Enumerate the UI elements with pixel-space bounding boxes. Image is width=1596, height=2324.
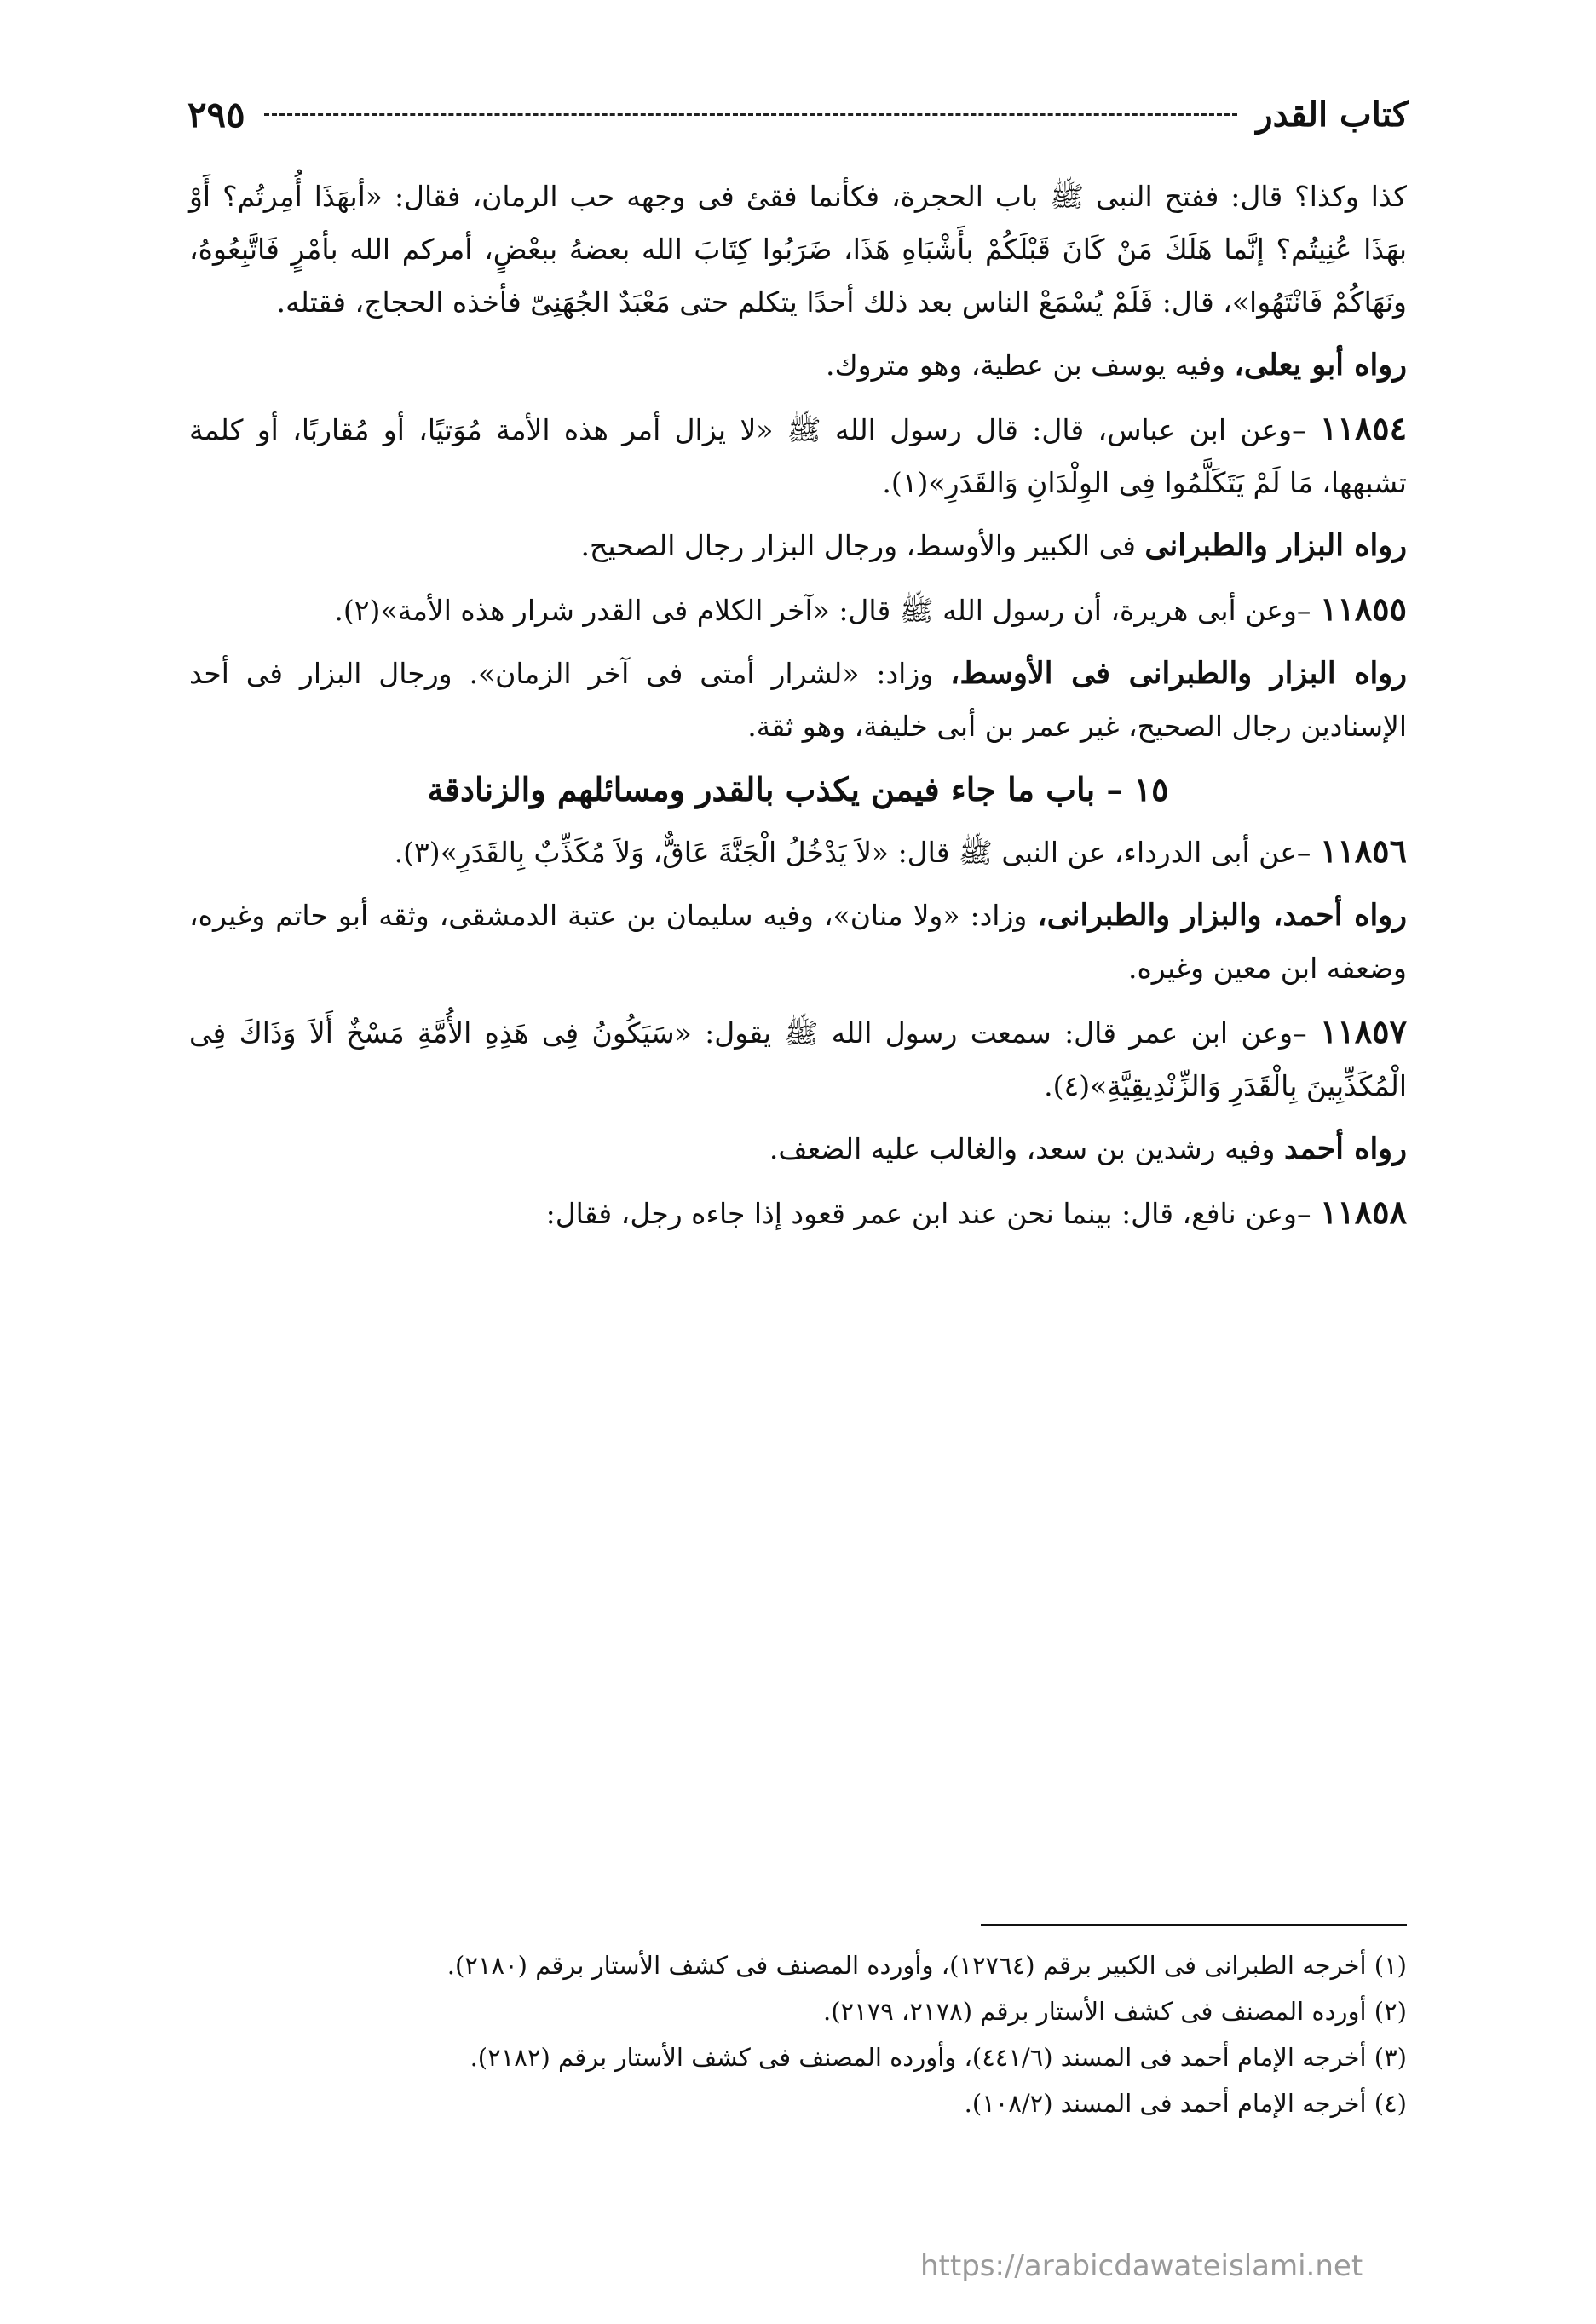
footnote-divider: [981, 1924, 1407, 1926]
narration-text: وزاد: «ولا منان»، وفيه سليمان بن عتبة الدمشقى، وثقه أبو حاتم وغيره، وضعفه ابن معين وغيره.: [189, 899, 1407, 985]
hadith-text: –وعن ابن عمر قال: سمعت رسول الله ﷺ يقول: «سَيَكُونُ فِى هَذِهِ الأُمَّةِ مَسْخٌ أَلاَ وَذَاكَ فِى الْمُكَذِّبِينَ بِالْقَدَرِ وَالزِّنْدِيقِيَّةِ»(٤).: [189, 1016, 1407, 1102]
main-text: [189, 170, 1407, 1251]
narration-text: وفيه رشدين بن سعد، والغالب عليه الضعف.: [769, 1132, 1284, 1165]
hadith-11857: [189, 1005, 1407, 1113]
narration-lead: رواه أحمد: [1283, 1131, 1407, 1166]
narration-note: [189, 520, 1407, 572]
narration-note: [189, 647, 1407, 753]
narration-text: وزاد: «لشرار أمتى فى آخر الزمان». ورجال البزار فى أحد الإسنادين رجال الصحيح، غير عمر بن أبى خليفة، وهو ثقة.: [189, 657, 1407, 743]
hadith-number: ١١٨٥٨: [1319, 1193, 1407, 1231]
hadith-11858: [189, 1186, 1407, 1240]
narration-lead: رواه البزار والطبرانى: [1144, 528, 1407, 563]
hadith-number: ١١٨٥٦: [1319, 831, 1407, 870]
narration-lead: رواه البزار والطبرانى فى الأوسط،: [950, 656, 1408, 691]
hadith-11854: [189, 402, 1407, 509]
narration-note: [189, 1123, 1407, 1176]
footnote-3: (٣) أخرجه الإمام أحمد فى المسند (٤٤١/٦)، وأورده المصنف فى كشف الأستار برقم (٢١٨٢).: [470, 2043, 1407, 2072]
hadith-text: –عن أبى الدرداء، عن النبى ﷺ قال: «لاَ يَدْخُلُ الْجَنَّةَ عَاقٌّ، وَلاَ مُكَذِّبٌ بِالقَدَرِ»(٣).: [394, 836, 1320, 869]
footnote-4: (٤) أخرجه الإمام أحمد فى المسند (١٠٨/٢).: [964, 2089, 1407, 2118]
hadith-text: –وعن أبى هريرة، أن رسول الله ﷺ قال: «آخر الكلام فى القدر شرار هذه الأمة»(٢).: [334, 594, 1320, 627]
section-heading: ١٥ – باب ما جاء فيمن يكذب بالقدر ومسائلهم والزنادقة: [427, 770, 1169, 808]
hadith-number: ١١٨٥٥: [1319, 590, 1407, 628]
page-number: ٢٩٥: [187, 93, 245, 135]
source-watermark: https://arabicdawateislami.net: [920, 2249, 1363, 2283]
narration-text: فى الكبير والأوسط، ورجال البزار رجال الصحيح.: [580, 529, 1145, 562]
narration-text: وفيه يوسف بن عطية، وهو متروك.: [825, 348, 1235, 382]
footnote-2: (٢) أورده المصنف فى كشف الأستار برقم (٢١٧٨، ٢١٧٩).: [822, 1997, 1407, 2026]
hadith-number: ١١٨٥٧: [1319, 1012, 1407, 1050]
narration-note: [189, 339, 1407, 392]
book-title: كتاب القدر: [1256, 94, 1409, 135]
narration-note: [189, 889, 1407, 995]
hadith-number: ١١٨٥٤: [1319, 409, 1407, 447]
header-dashed-rule: [264, 113, 1238, 116]
footnotes: [189, 1942, 1407, 2126]
hadith-text: –وعن ابن عباس، قال: قال رسول الله ﷺ «لا يزال أمر هذه الأمة مُوَتيًا، أو مُقاربًا، أو كلمة تشبهها، مَا لَمْ يَتَكَلَّمُوا فِى الوِلْدَانِ وَالقَدَرِ»(١).: [189, 413, 1407, 499]
narration-lead: رواه أحمد، والبزار والطبرانى،: [1037, 898, 1408, 933]
hadith-11856: [189, 825, 1407, 879]
hadith-11855: [189, 583, 1407, 637]
narration-lead: رواه أبو يعلى،: [1234, 348, 1407, 383]
running-header: [187, 89, 1409, 140]
paragraph-text: كذا وكذا؟ قال: ففتح النبى ﷺ باب الحجرة، فكأنما فقئ فى وجهه حب الرمان، فقال: «أبهَذَا أُمِرتُم؟ أَوْ بهَذَا عُنِيتُم؟ إنَّما هَلَكَ مَنْ كَانَ قَبْلَكُمْ بأَشْبَاهِ هَذَا، ضَرَبُوا كِتَابَ الله بعضهُ ببعْضٍ، أمركم الله بأمْرٍ فَاتَّبِعُوهُ، ونَهَاكُمْ فَانْتَهُوا»، قال: فَلَمْ يُسْمَعْ الناس بعد ذلك أحدًا يتكلم حتى مَعْبَدٌ الجُهَنِىّ فأخذه الحجاج، فقتله.: [189, 180, 1408, 319]
paragraph-continuation: [189, 170, 1407, 329]
hadith-text: –وعن نافع، قال: بينما نحن عند ابن عمر قعود إذا جاءه رجل، فقال:: [545, 1197, 1320, 1230]
footnote-1: (١) أخرجه الطبرانى فى الكبير برقم (١٢٧٦٤)، وأورده المصنف فى كشف الأستار برقم (٢١٨٠).: [447, 1951, 1407, 1980]
